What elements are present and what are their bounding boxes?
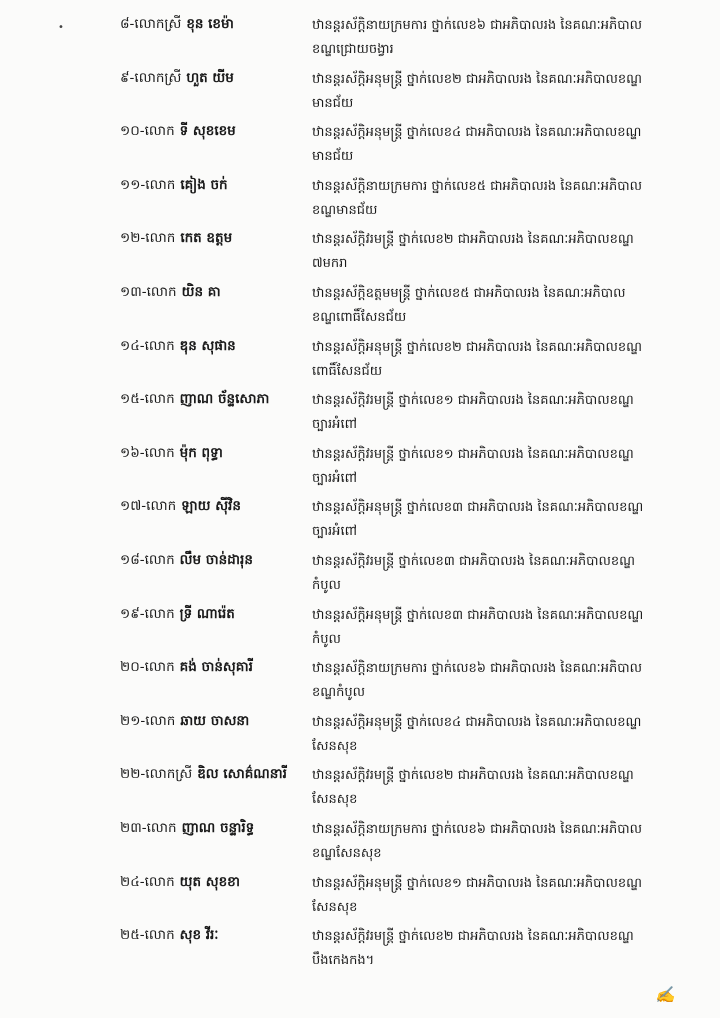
- description-line-2: ច្បារអំពៅ: [312, 470, 357, 486]
- person-full-name: ហួត យីម: [186, 69, 234, 86]
- person-name: [120, 657, 310, 677]
- person-name: [120, 764, 310, 784]
- description-line-2: មានជ័យ: [312, 95, 354, 111]
- list-item: [0, 760, 720, 814]
- list-item: [0, 385, 720, 439]
- description-line-1: ឋានន្តរស័ក្តិអនុមន្ត្រី ថ្នាក់លេខ៤ ជាអភិបាលរង នៃគណៈអភិបាលខណ្ឌ: [312, 714, 642, 730]
- description-line-2: សែនសុខ: [312, 738, 358, 754]
- list-item: [0, 332, 720, 386]
- entry-number-prefix: ១៦-លោក: [120, 444, 175, 461]
- person-full-name: ទ្រី ណារ៉េត: [179, 605, 235, 622]
- description-line-1: ឋានន្តរស័ក្តិវរមន្ត្រី ថ្នាក់លេខ១ ជាអភិបាលរង នៃគណៈអភិបាលខណ្ឌ: [312, 446, 634, 462]
- list-item: [0, 278, 720, 332]
- person-name: [120, 121, 310, 141]
- description-line-1: ឋានន្តរស័ក្តិនាយក្រមការ ថ្នាក់លេខ៦ ជាអភិបាលរង នៃគណៈអភិបាល: [312, 18, 643, 33]
- description-line-1: ឋានន្តរស័ក្តិវរមន្ត្រី ថ្នាក់លេខ១ ជាអភិបាលរង នៃគណៈអភិបាលខណ្ឌ: [312, 393, 634, 409]
- position-description: [312, 121, 697, 169]
- description-line-2: ខណ្ឌមានជ័យ: [312, 202, 378, 218]
- description-line-1: ឋានន្តរស័ក្តិអនុមន្ត្រី ថ្នាក់លេខ២ ជាអភិបាលរង នៃគណៈអភិបាលខណ្ឌ: [312, 339, 643, 355]
- description-line-2: ច្បារអំពៅ: [312, 524, 357, 540]
- description-line-2: កំបូល: [312, 577, 341, 593]
- list-item: [0, 707, 720, 761]
- person-full-name: កេត ឧត្តម: [180, 230, 233, 247]
- entry-number-prefix: ៨-លោកស្រី: [120, 16, 182, 32]
- description-line-1: ឋានន្តរស័ក្តិអនុមន្ត្រី ថ្នាក់លេខ៣ ជាអភិបាលរង នៃគណៈអភិបាលខណ្ឌ: [312, 607, 644, 623]
- position-description: [312, 389, 697, 437]
- position-description: [312, 550, 697, 598]
- person-full-name: សុខ វីរៈ: [179, 927, 219, 944]
- entry-number-prefix: ១១-លោក: [120, 176, 176, 193]
- person-full-name: យិន គា: [181, 283, 221, 300]
- person-full-name: យុត សុខខា: [179, 873, 241, 890]
- description-line-2: ៧មករា: [312, 256, 348, 272]
- list-item: [0, 921, 720, 975]
- list-item: [0, 439, 720, 493]
- person-name: [120, 711, 310, 731]
- person-name: [120, 175, 310, 195]
- entry-number-prefix: ១៣-លោក: [120, 283, 177, 300]
- handwritten-initials: ✍: [655, 985, 675, 1004]
- person-name: [120, 389, 310, 409]
- position-description: [312, 282, 697, 330]
- entry-number-prefix: ២២-លោកស្រី: [120, 766, 193, 783]
- description-line-1: ឋានន្តរស័ក្តិវរមន្ត្រី ថ្នាក់លេខ២ ជាអភិបាលរង នៃគណៈអភិបាលខណ្ឌ: [312, 232, 634, 248]
- list-item: [0, 64, 720, 118]
- person-full-name: ខុន ខេម៉ា: [186, 16, 234, 32]
- description-line-2: ច្បារអំពៅ: [312, 417, 357, 433]
- description-line-1: ឋានន្តរស័ក្តិនាយក្រមការ ថ្នាក់លេខ៦ ជាអភិបាលរង នៃគណៈអភិបាល: [312, 661, 643, 677]
- description-line-2: ពោធិ៍សែនជ័យ: [312, 363, 383, 379]
- entry-number-prefix: ២៥-លោក: [120, 927, 175, 944]
- person-full-name: លឹម ចាន់ដារុន: [179, 551, 253, 568]
- description-line-2: សែនសុខ: [312, 899, 358, 915]
- person-name: [120, 336, 310, 356]
- description-line-1: ឋានន្តរស័ក្តិឧត្តមមន្ត្រី ថ្នាក់លេខ៥ ជាអភិបាលរង នៃគណៈអភិបាល: [312, 285, 626, 301]
- description-line-1: ឋានន្តរស័ក្តិអនុមន្ត្រី ថ្នាក់លេខ១ ជាអភិបាលរង នៃគណៈអភិបាលខណ្ឌ: [312, 875, 643, 891]
- position-description: [312, 68, 697, 116]
- position-description: [312, 604, 697, 652]
- list-item: [0, 492, 720, 546]
- position-description: [312, 872, 697, 920]
- description-line-1: ឋានន្តរស័ក្តិវរមន្ត្រី ថ្នាក់លេខ៣ ជាអភិបាលរង នៃគណៈអភិបាលខណ្ឌ: [312, 553, 636, 569]
- entry-number-prefix: ១៧-លោក: [120, 498, 177, 515]
- person-full-name: គង់ ចាន់សុគារី: [179, 659, 253, 676]
- description-line-2: កំបូល: [312, 631, 341, 647]
- person-name: [120, 443, 310, 463]
- entry-number-prefix: ១២-លោក: [120, 230, 176, 247]
- person-name: [120, 550, 310, 570]
- entry-number-prefix: ១៥-លោក: [120, 391, 175, 408]
- description-line-2: សែនសុខ: [312, 792, 358, 808]
- description-line-1: ឋានន្តរស័ក្តិនាយក្រមការ ថ្នាក់លេខ៥ ជាអភិបាលរង នៃគណៈអភិបាល: [312, 178, 643, 194]
- entry-number-prefix: ២១-លោក: [120, 712, 176, 729]
- list-item: [0, 224, 720, 278]
- position-description: [312, 336, 697, 384]
- description-line-1: ឋានន្តរស័ក្តិវរមន្ត្រី ថ្នាក់លេខ២ ជាអភិបាលរង នៃគណៈអភិបាលខណ្ឌ: [312, 768, 634, 784]
- position-description: [312, 818, 697, 866]
- description-line-1: ឋានន្តរស័ក្តិអនុមន្ត្រី ថ្នាក់លេខ៤ ជាអភិបាលរង នៃគណៈអភិបាលខណ្ឌ: [312, 125, 642, 141]
- position-description: [312, 711, 697, 759]
- description-line-2: ខណ្ឌជ្រោយចង្វារ: [312, 42, 394, 57]
- person-full-name: ញាណ ច័ន្ទសោភា: [179, 391, 270, 408]
- description-line-1: ឋានន្តរស័ក្តិអនុមន្ត្រី ថ្នាក់លេខ២ ជាអភិបាលរង នៃគណៈអភិបាលខណ្ឌ: [312, 71, 643, 87]
- description-line-2: ខណ្ឌពោធិ៍សែនជ័យ: [312, 309, 407, 325]
- position-description: [312, 496, 697, 544]
- person-full-name: គៀង ចក់: [180, 176, 228, 193]
- person-name: [120, 68, 310, 88]
- appointment-list: [0, 10, 720, 975]
- list-item: [0, 10, 720, 64]
- position-description: [312, 228, 697, 276]
- entry-number-prefix: ១៨-លោក: [120, 551, 175, 568]
- description-line-2: មានជ័យ: [312, 149, 354, 165]
- entry-number-prefix: ២៤-លោក: [120, 873, 175, 890]
- person-name: [120, 228, 310, 248]
- entry-number-prefix: ១០-លោក: [120, 123, 175, 140]
- person-name: [120, 872, 310, 892]
- position-description: [312, 925, 697, 973]
- list-item: [0, 546, 720, 600]
- person-full-name: ទី សុខខេម: [179, 123, 236, 140]
- person-name: [120, 818, 310, 838]
- list-item: [0, 653, 720, 707]
- person-full-name: ឆាយ ចាសនា: [180, 712, 250, 729]
- list-item: [0, 868, 720, 922]
- description-line-1: ឋានន្តរស័ក្តិអនុមន្ត្រី ថ្នាក់លេខ៣ ជាអភិបាលរង នៃគណៈអភិបាលខណ្ឌ: [312, 500, 644, 516]
- margin-dot: •: [58, 22, 64, 33]
- position-description: [312, 14, 697, 62]
- description-line-1: ឋានន្តរស័ក្តិវរមន្ត្រី ថ្នាក់លេខ២ ជាអភិបាលរង នៃគណៈអភិបាលខណ្ឌ: [312, 929, 634, 945]
- position-description: [312, 657, 697, 705]
- person-full-name: ម៉ុក ពុទ្ធា: [179, 444, 223, 461]
- list-item: [0, 600, 720, 654]
- entry-number-prefix: ១៤-លោក: [120, 337, 175, 354]
- position-description: [312, 175, 697, 223]
- description-line-2: ខណ្ឌសែនសុខ: [312, 845, 382, 861]
- person-full-name: ឡាយ ស៊ីវិន: [181, 498, 241, 515]
- description-line-2: ខណ្ឌកំបូល: [312, 685, 366, 701]
- person-full-name: ឌុន សុផាន: [179, 337, 236, 354]
- person-name: [120, 604, 310, 624]
- person-full-name: ឌិល សោគ៌ណនារី: [197, 766, 287, 783]
- entry-number-prefix: ២០-លោក: [120, 659, 175, 676]
- person-full-name: ញាណ ចន្ទារិទ្ធ: [181, 819, 255, 836]
- position-description: [312, 443, 697, 491]
- person-name: [120, 925, 310, 945]
- person-name: [120, 14, 310, 34]
- position-description: [312, 764, 697, 812]
- list-item: [0, 117, 720, 171]
- person-name: [120, 282, 310, 302]
- person-name: [120, 496, 310, 516]
- entry-number-prefix: ២៣-លោក: [120, 819, 177, 836]
- list-item: [0, 814, 720, 868]
- list-item: [0, 171, 720, 225]
- entry-number-prefix: ៩-លោកស្រី: [120, 69, 182, 86]
- description-line-2: បឹងកេងកង។: [312, 953, 375, 969]
- description-line-1: ឋានន្តរស័ក្តិនាយក្រមការ ថ្នាក់លេខ៦ ជាអភិបាលរង នៃគណៈអភិបាល: [312, 821, 643, 837]
- entry-number-prefix: ១៩-លោក: [120, 605, 175, 622]
